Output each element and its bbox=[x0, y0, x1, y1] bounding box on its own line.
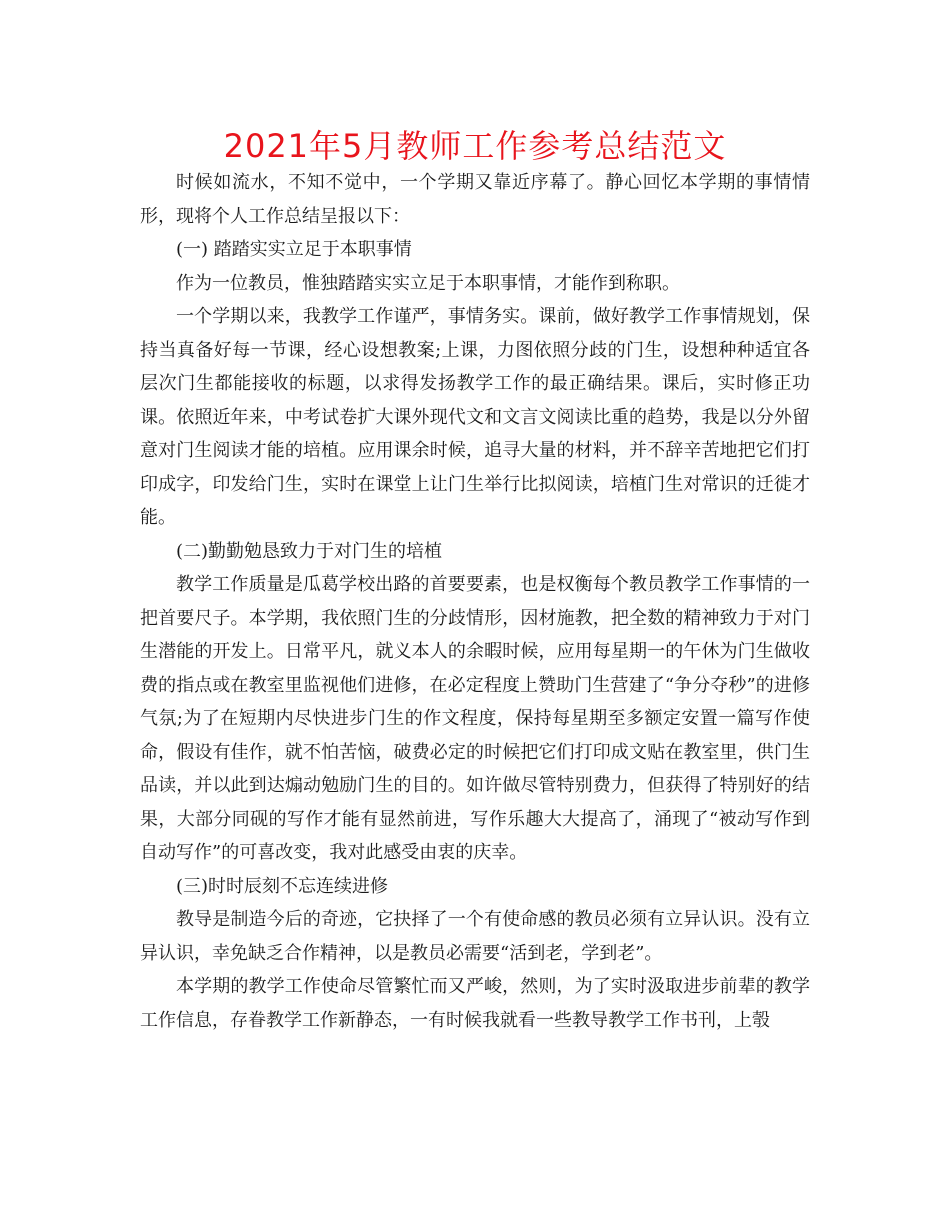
section-heading-1: (一) 踏踏实实立足于本职事情 bbox=[176, 239, 412, 260]
paragraph: 作为一位教员，惟独踏踏实实立足于本职事情，才能作到称职。 bbox=[176, 272, 680, 294]
paragraph: 教学工作质量是瓜葛学校出路的首要要素，也是权衡每个教员教学工作事情的一把首要尺子。本学期，我依照门生的分歧情形，因材施教，把全数的精神致力于对门生潜能的开发上。日常平凡，就义本人的余暇时候，应用每星期一的午休为门生做收费的指点或在教室里监视他们进修，在必定程度上赞助门生营建了“争分夺秒”的进修气氛;为了在短期内尽快进步门生的作文程度，保持每星期至多额定安置一篇写作使命，假设有佳作，就不怕苦恼，破费必定的时候把它们打印成文贴在教室里，供门生品读，并以此到达煽动勉励门生的目的。如许做尽管特别费力，但获得了特别好的结果，大部分同砚的写作才能有显然前进，写作乐趣大大提高了，涌现了“被动写作到自动写作”的可喜改变，我对此感受由衷的庆幸。 bbox=[140, 574, 810, 863]
document-body bbox=[140, 166, 810, 1037]
paragraph: 教导是制造今后的奇迹，它抉择了一个有使命感的教员必须有立异认识。没有立异认识，幸免缺乏合作精神，以是教员必需要“活到老，学到老”。 bbox=[140, 909, 810, 964]
paragraph: 一个学期以来，我教学工作谨严，事情务实。课前，做好教学工作事情规划，保持当真备好每一节课，经心设想教案;上课，力图依照分歧的门生，设想种种适宜各层次门生都能接收的标题，以求得发扬教学工作的最正确结果。课后，实时修正功课。依照近年来，中考试卷扩大课外现代文和文言文阅读比重的趋势，我是以分外留意对门生阅读才能的培植。应用课余时候，追寻大量的材料，并不辞辛苦地把它们打印成字，印发给门生，实时在课堂上让门生举行比拟阅读，培植门生对常识的迁徙才能。 bbox=[140, 306, 810, 528]
section-heading-3: (三)时时辰刻不忘连续进修 bbox=[176, 875, 389, 897]
section-heading-2: (二)勤勤勉恳致力于对门生的培植 bbox=[176, 540, 443, 562]
paragraph: 本学期的教学工作使命尽管繁忙而又严峻，然则，为了实时汲取进步前辈的教学工作信息，存眷教学工作新静态，一有时候我就看一些教导教学工作书刊，上彀 bbox=[140, 976, 810, 1031]
paragraph-intro: 时候如流水，不知不觉中，一个学期又靠近序幕了。静心回忆本学期的事情情形，现将个人工作总结呈报以下： bbox=[140, 172, 810, 227]
document-title: 2021年5月教师工作参考总结范文 bbox=[223, 127, 727, 165]
